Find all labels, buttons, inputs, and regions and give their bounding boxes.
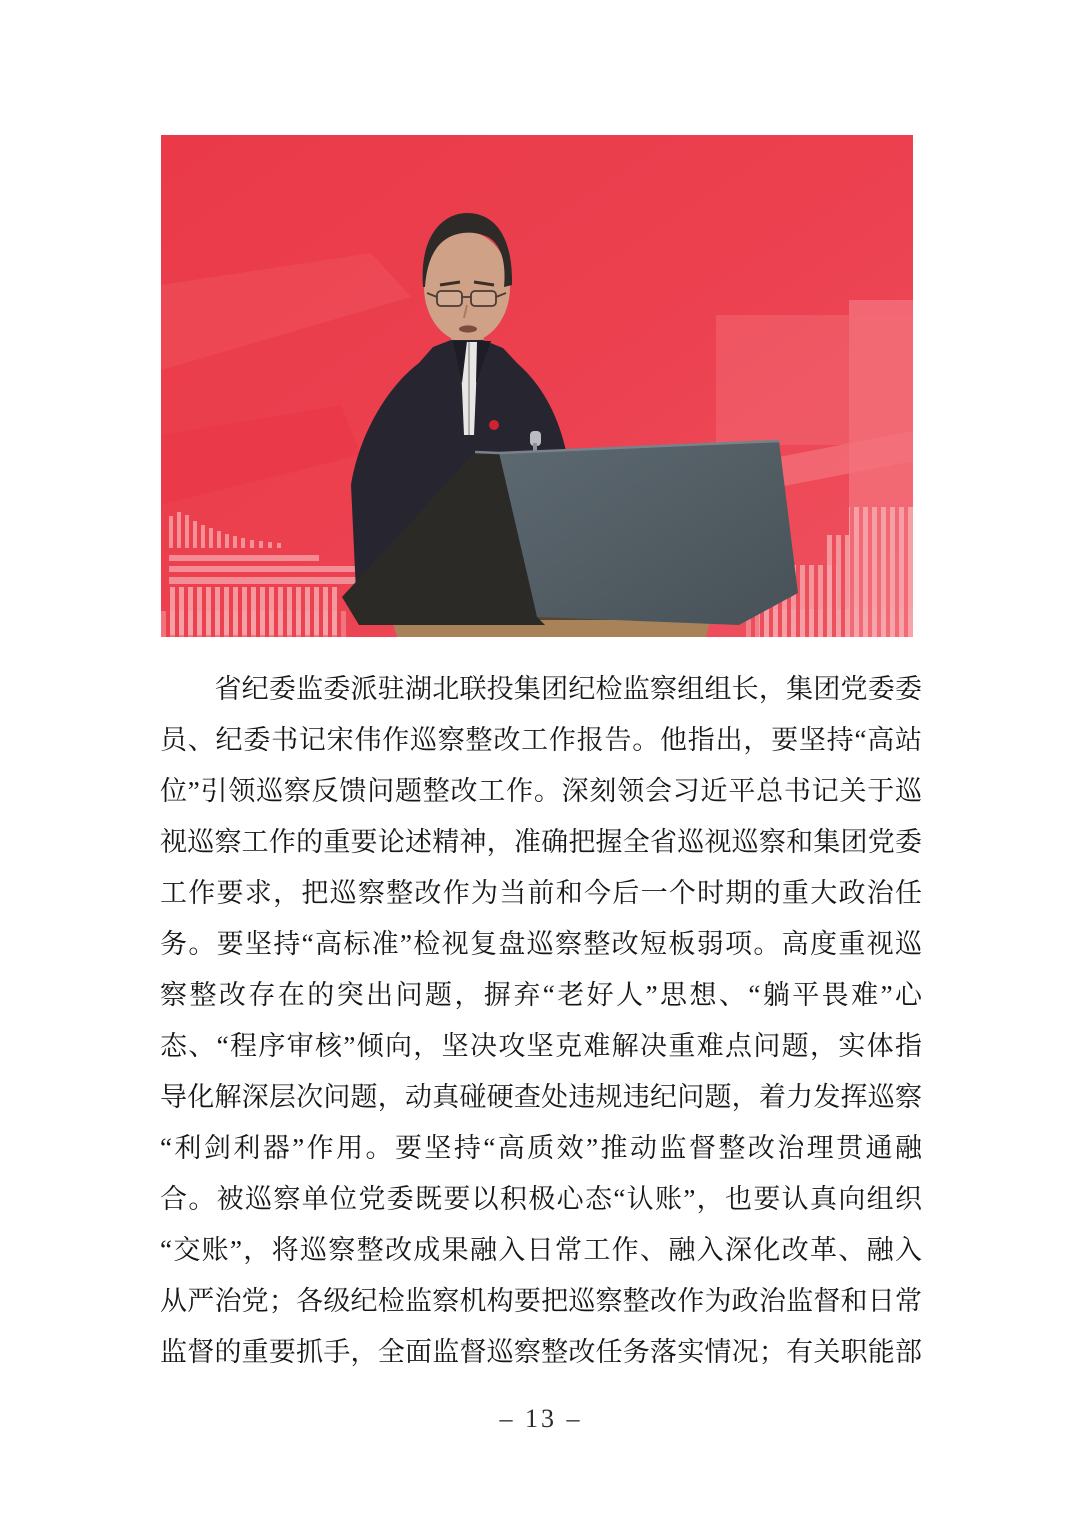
paragraph-line: 合。被巡察单位党委既要以积极心态“认账”，也要认真向组织: [160, 1184, 922, 1214]
paragraph-line: 导化解深层次问题，动真碰硬查处违规违纪问题，着力发挥巡察: [160, 1082, 922, 1112]
paragraph-line: 省纪委监委派驻湖北联投集团纪检监察组组长，集团党委委: [160, 674, 922, 704]
podium-side-face: [499, 441, 798, 625]
body-paragraph: [160, 664, 922, 1378]
paragraph-line: “利剑利器”作用。要坚持“高质效”推动监督整改治理贯通融: [160, 1133, 922, 1163]
party-pin: [489, 420, 499, 430]
paragraph-line: “交账”，将巡察整改成果融入日常工作、融入深化改革、融入: [160, 1235, 922, 1265]
paragraph-line: 位”引领巡察反馈问题整改工作。深刻领会习近平总书记关于巡: [160, 776, 922, 806]
paragraph-line: 态、“程序审核”倾向，坚决攻坚克难解决重难点问题，实体指: [160, 1031, 922, 1061]
paragraph-line: 从严治党；各级纪检监察机构要把巡察整改作为政治监督和日常: [160, 1286, 922, 1316]
speaker-mouth: [459, 325, 477, 332]
paragraph-line: 员、纪委书记宋伟作巡察整改工作报告。他指出，要坚持“高站: [160, 725, 922, 755]
photo-figure: [161, 135, 913, 637]
paragraph-line: 视巡察工作的重要论述精神，准确把握全省巡视巡察和集团党委: [160, 827, 922, 857]
photo-illustration: [161, 135, 913, 637]
paragraph-line: 务。要坚持“高标准”检视复盘巡察整改短板弱项。高度重视巡: [160, 929, 922, 959]
paragraph-line: 察整改存在的突出问题，摒弃“老好人”思想、“躺平畏难”心: [160, 980, 922, 1010]
paragraph-line: 监督的重要抓手，全面监督巡察整改任务落实情况；有关职能部: [160, 1337, 922, 1367]
paragraph-line: 工作要求，把巡察整改作为当前和今后一个时期的重大政治任: [160, 878, 922, 908]
page-number: – 13 –: [499, 1404, 583, 1433]
